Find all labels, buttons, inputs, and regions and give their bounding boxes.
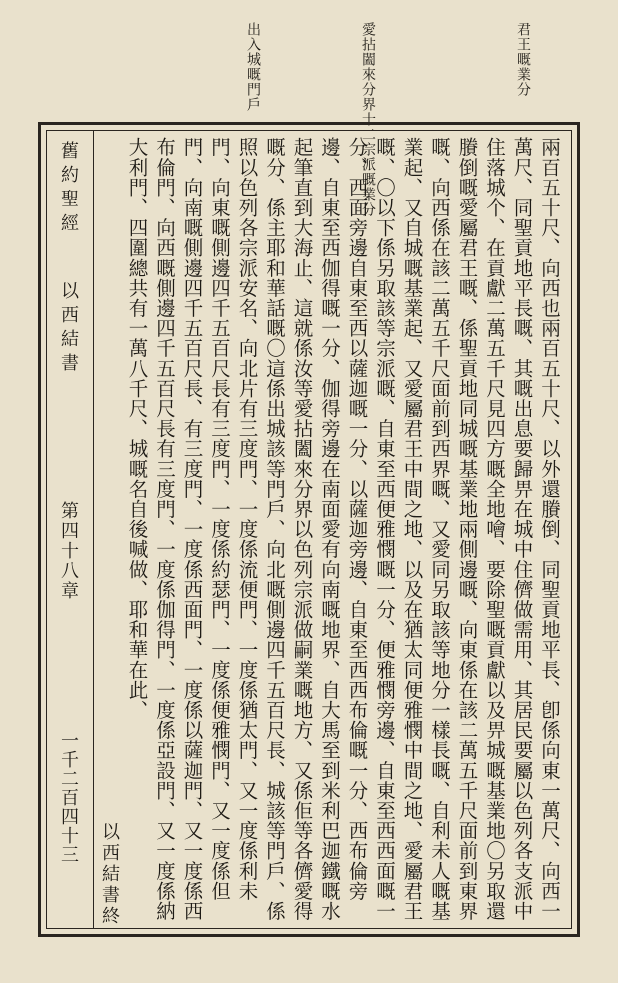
chapter-label: 第四十八章 [58,501,79,601]
margin-note-tribes-portion: 愛拈闔來分界十二宗派嘅業分 [360,22,376,217]
book-info-column [47,131,94,928]
page-frame-inner [46,130,572,929]
margin-note-kings-portion: 君王嘅業分 [515,22,531,97]
end-of-book-note: 以西結書終 [99,822,120,927]
book-title: 舊約聖經 [58,141,79,237]
body-text [99,137,563,922]
book-name: 以西結書 [58,281,79,377]
page-frame [38,122,580,937]
body-paragraph: 兩百五十尺、向西也兩百五十尺、以外還賸倒、同聖貢地平長、卽係向東一萬尺、向西一萬尺、同聖貢地平長嘅、其嘅出息要歸畀在城中住儕做需用、其居民要屬以色列各支派中住落城个、在貢獻二萬五千尺見四方嘅全地噲、要除聖嘅貢獻以及畀城嘅基業地〇另取還賸倒嘅愛屬君王嘅、係聖貢地同城嘅基業地兩側邊嘅、向東係在該二萬五千尺面前到東界嘅、向西係在該二萬五千尺面前到西界嘅、又愛同另取該等地分一樣長嘅、自利未人嘅基業起、又自城嘅基業起、又愛屬君王中間之地、以及在猶太同便雅憫中間之地、愛屬君王嘅、〇以下係另取該等宗派嘅、自東至西便雅憫嘅一分、便雅憫旁邊、自東至西西面嘅一分、西面旁邊自東至西以薩迦嘅一分、以薩迦旁邊、自東至西西布倫嘅一分、西布倫旁邊、自東至西伽得嘅一分、伽得旁邊在南面愛有向南嘅地界、自大馬至到米利巴迦鐵嘅水起筆直到大海止、這就係汝等愛拈闔來分界以色列宗派做嗣業嘅地方、又係佢等各儕愛得嘅分、係主耶和華話嘅〇這係出城該等門戶、向北嘅側邊四千五百尺長、城該等門戶、係照以色列各宗派安名、向北片有三度門、一度係流便門、一度係猶太門、又一度係利未門、向東嘅側邊四千五百尺長有三度門、一度係約瑟門、一度係便雅憫門、又一度係但門、向南嘅側邊四千五百尺長、有三度門、一度係西面門、一度係以薩迦門、又一度係西布倫門、向西嘅側邊四千五百尺長有三度門、一度係伽得門、一度係亞設門、又一度係納大利門、四圍總共有一萬八千尺、城嘅名自後喊做、耶和華在此、 [125,137,561,921]
page-number: 一千二百四十三 [58,731,79,864]
margin-note-city-gates: 出入城嘅門戶 [245,22,261,112]
